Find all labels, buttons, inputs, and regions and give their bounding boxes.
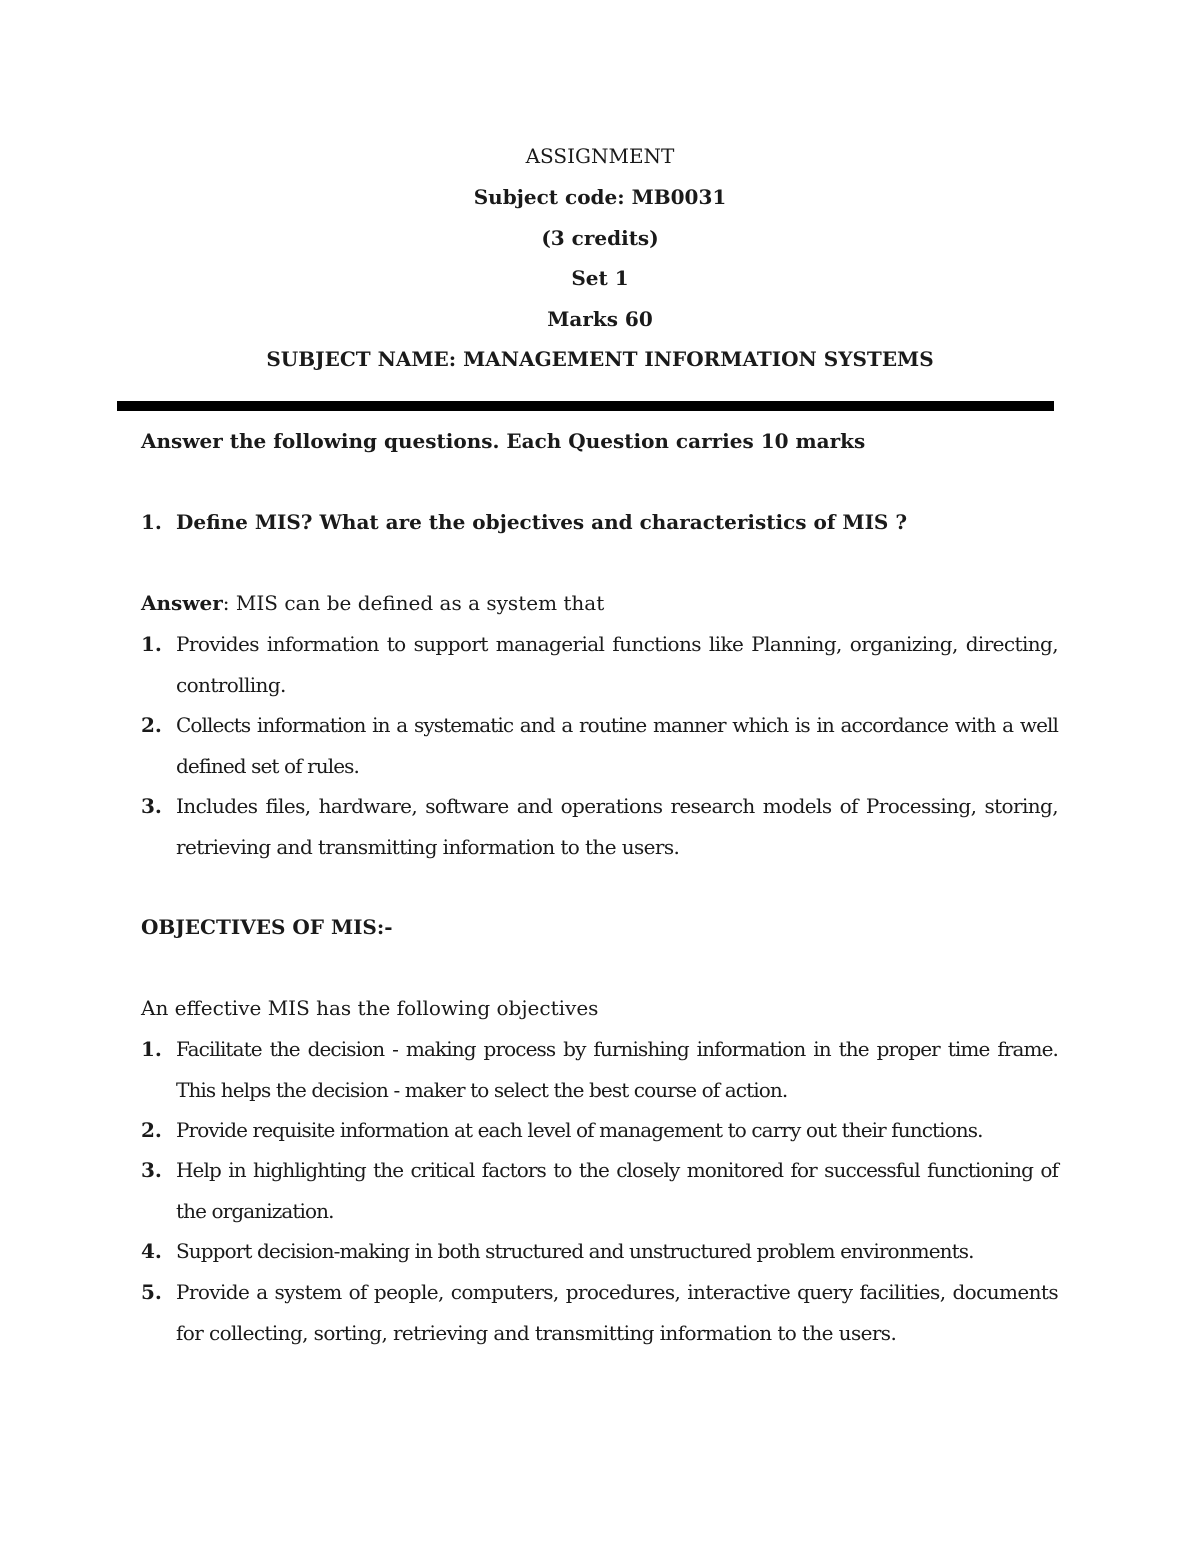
- instructions: Answer the following questions. Each Question carries 10 marks: [141, 429, 866, 453]
- header-divider: [117, 401, 1054, 411]
- question-text: Define MIS? What are the objectives and characteristics of MIS ?: [176, 510, 908, 534]
- answer-item: Includes files, hardware, software and operations research models of Processing, storing, retrieving and transmitting information to the users.: [176, 794, 1058, 859]
- objective-item-number: 1.: [141, 1037, 162, 1061]
- objectives-heading: OBJECTIVES OF MIS:-: [141, 915, 393, 939]
- answer-item: Provides information to support managerial functions like Planning, organizing, directing, controlling.: [176, 632, 1058, 697]
- subject-code: Subject code: MB0031: [473, 185, 727, 209]
- question-number: 1.: [141, 510, 162, 534]
- objective-item: Support decision-making in both structured and unstructured problem environments.: [176, 1239, 974, 1263]
- marks-label: Marks 60: [547, 307, 653, 331]
- answer-intro: : MIS can be defined as a system that: [222, 591, 605, 615]
- objectives-intro: An effective MIS has the following objectives: [141, 996, 599, 1020]
- credits: (3 credits): [541, 226, 659, 250]
- objective-item: Provide requisite information at each level of management to carry out their functions.: [176, 1118, 983, 1142]
- set-label: Set 1: [571, 266, 629, 290]
- objective-item: Provide a system of people, computers, procedures, interactive query facilities, documents for collecting, sorting, retrieving and transmitting information to the users.: [176, 1280, 1058, 1345]
- answer-intro-line: [141, 590, 604, 616]
- answer-label: Answer: [141, 591, 223, 615]
- answer-item-number: 1.: [141, 632, 162, 656]
- assignment-title: ASSIGNMENT: [525, 144, 675, 168]
- objective-item: Facilitate the decision - making process by furnishing information in the proper time frame. This helps the decision - maker to select the best course of action.: [176, 1037, 1058, 1102]
- objective-item-number: 4.: [141, 1239, 162, 1263]
- answer-item: Collects information in a systematic and a routine manner which is in accordance with a well defined set of rules.: [176, 713, 1058, 778]
- objective-item-number: 2.: [141, 1118, 162, 1142]
- subject-name: SUBJECT NAME: MANAGEMENT INFORMATION SYSTEMS: [266, 347, 934, 371]
- answer-item-number: 3.: [141, 794, 162, 818]
- objective-item: Help in highlighting the critical factors to the closely monitored for successful functioning of the organization.: [176, 1158, 1058, 1223]
- answer-item-number: 2.: [141, 713, 162, 737]
- objective-item-number: 5.: [141, 1280, 162, 1304]
- objective-item-number: 3.: [141, 1158, 162, 1182]
